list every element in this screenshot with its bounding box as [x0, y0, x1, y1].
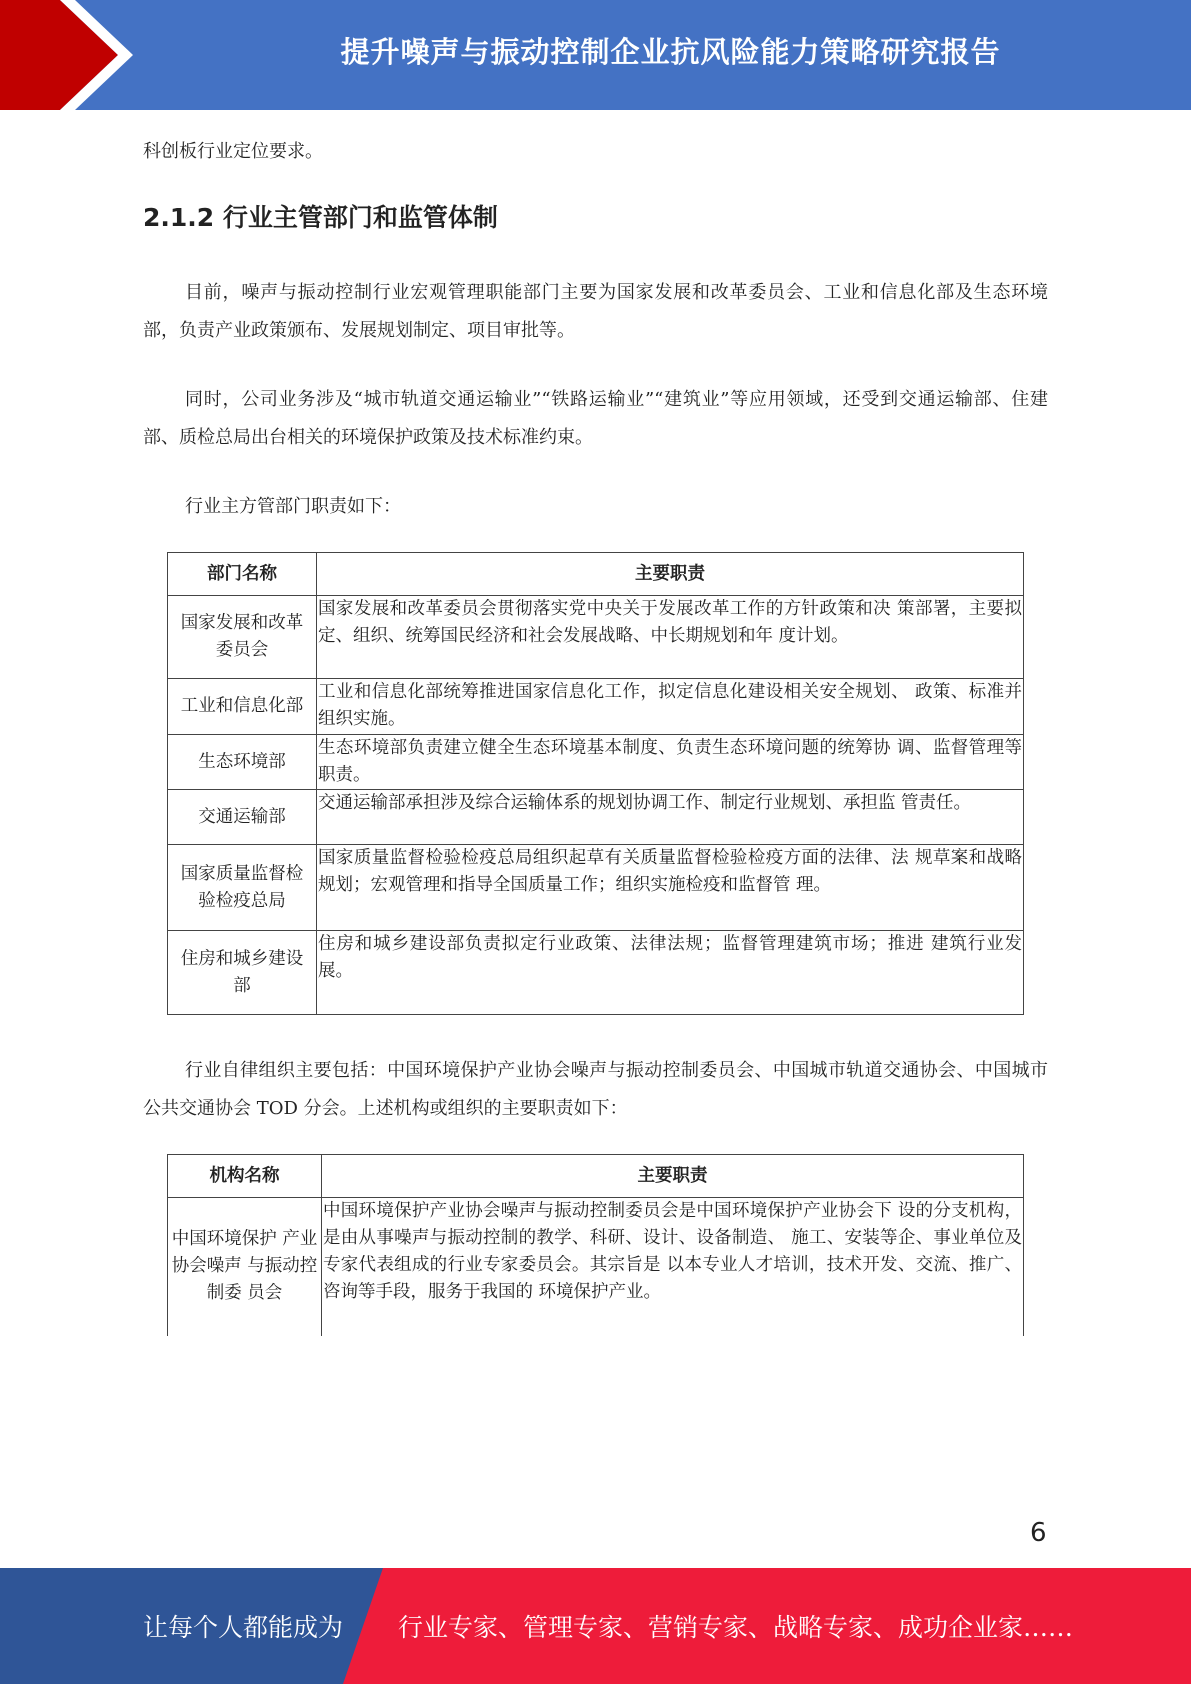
regulator-duties-table [167, 552, 1024, 1015]
department-name: 住房和城乡建设部 [168, 931, 317, 1015]
table-row [168, 931, 1024, 1015]
department-name: 国家质量监督检验检疫总局 [168, 845, 317, 931]
page-number: 6 [1030, 1518, 1047, 1548]
paragraph-self-regulatory-orgs: 行业自律组织主要包括：中国环境保护产业协会噪声与振动控制委员会、中国城市轨道交通协会、中国城市公共交通协会 TOD 分会。上述机构或组织的主要职责如下： [143, 1060, 1048, 1119]
department-duty: 工业和信息化部统筹推进国家信息化工作，拟定信息化建设相关安全规划、 政策、标准并组织实施。 [317, 679, 1024, 735]
paragraph-table-intro: 行业主方管部门职责如下： [185, 496, 401, 517]
table-row [168, 1198, 1024, 1336]
red-chevron-icon [0, 0, 150, 110]
column-header: 部门名称 [168, 553, 317, 596]
department-duty: 交通运输部承担涉及综合运输体系的规划协调工作、制定行业规划、承担监 管责任。 [317, 790, 1024, 845]
section-heading: 2.1.2 行业主管部门和监管体制 [143, 203, 498, 232]
paragraph-application-fields: 同时，公司业务涉及“城市轨道交通运输业”“铁路运输业”“建筑业”等应用领域，还受到交通运输部、住建部、质检总局出台相关的环境保护政策及技术标准约束。 [143, 389, 1048, 448]
paragraph-regulators: 目前，噪声与振动控制行业宏观管理职能部门主要为国家发展和改革委员会、工业和信息化部及生态环境部，负责产业政策颁布、发展规划制定、项目审批等。 [143, 282, 1048, 341]
department-name: 工业和信息化部 [168, 679, 317, 735]
footer-slogan-left: 让每个人都能成为 [143, 1613, 344, 1642]
footer-slogan-right: 行业专家、管理专家、营销专家、战略专家、成功企业家…… [398, 1613, 1074, 1642]
organization-duty: 中国环境保护产业协会噪声与振动控制委员会是中国环境保护产业协会下 设的分支机构，是由从事噪声与振动控制的教学、科研、设计、设备制造、 施工、安装等企、事业单位及专家代表组成的行业专家委员会。其宗旨是 以本专业人才培训，技术开发、交流、推广、咨询等手段，服务于我国的 环境保护产业。 [322, 1198, 1024, 1336]
column-header: 主要职责 [317, 553, 1024, 596]
column-header: 主要职责 [322, 1155, 1024, 1198]
department-duty: 国家发展和改革委员会贯彻落实党中央关于发展改革工作的方针政策和决 策部署，主要拟定、组织、统筹国民经济和社会发展战略、中长期规划和年 度计划。 [317, 596, 1024, 679]
organization-duties-table [167, 1154, 1024, 1336]
page-header-banner [0, 0, 1191, 110]
organization-name: 中国环境保护 产业协会噪声 与振动控制委 员会 [168, 1198, 322, 1336]
department-name: 生态环境部 [168, 735, 317, 790]
table-row [168, 596, 1024, 679]
department-duty: 国家质量监督检验检疫总局组织起草有关质量监督检验检疫方面的法律、法 规草案和战略规划；宏观管理和指导全国质量工作；组织实施检疫和监督管 理。 [317, 845, 1024, 931]
department-name: 交通运输部 [168, 790, 317, 845]
department-name: 国家发展和改革委员会 [168, 596, 317, 679]
continued-paragraph: 科创板行业定位要求。 [143, 141, 323, 162]
page-footer-banner [0, 1568, 1191, 1684]
table-header-row [168, 1155, 1024, 1198]
column-header: 机构名称 [168, 1155, 322, 1198]
table-row [168, 845, 1024, 931]
department-duty: 住房和城乡建设部负责拟定行业政策、法律法规；监督管理建筑市场；推进 建筑行业发展。 [317, 931, 1024, 1015]
table-row [168, 679, 1024, 735]
table-row [168, 790, 1024, 845]
table-header-row [168, 553, 1024, 596]
report-title: 提升噪声与振动控制企业抗风险能力策略研究报告 [340, 34, 1001, 69]
department-duty: 生态环境部负责建立健全生态环境基本制度、负责生态环境问题的统筹协 调、监督管理等职责。 [317, 735, 1024, 790]
table-row [168, 735, 1024, 790]
